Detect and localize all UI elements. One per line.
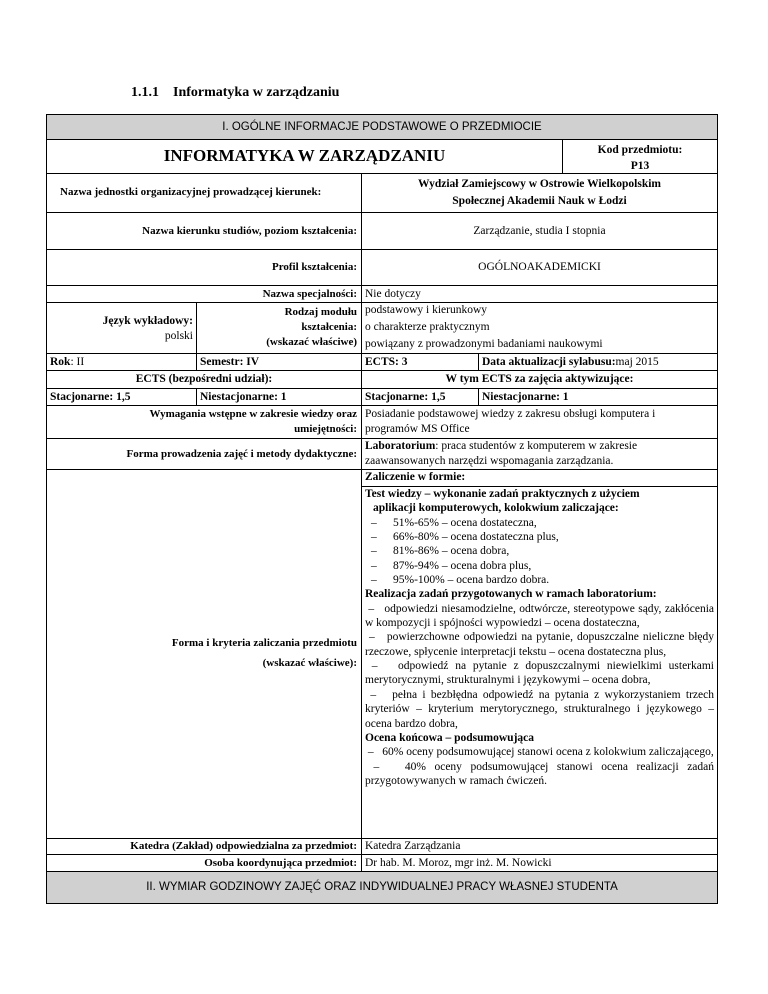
- update-date: Data aktualizacji sylabusu: maj 2015: [482, 355, 659, 368]
- grade-item: – 66%-80% – ocena dostateczna plus,: [371, 531, 559, 544]
- section2-title: II. WYMIAR GODZINOWY ZAJĘĆ ORAZ INDYWIDUALNEJ PRACY WŁASNEJ STUDENTA: [146, 881, 618, 894]
- ects: ECTS: 3: [365, 355, 408, 368]
- lab-item: – pełna i bezbłędna odpowiedź na pytania z wykorzystaniem trzech kryteriów – kryterium merytorycznego, strukturalnego i językowego – ocena bardzo dobra,: [365, 688, 714, 730]
- final-item: – 40% oceny podsumowującej stanowi ocena realizacji zadań przygotowywanych w ramach ćwiczeń.: [365, 760, 715, 787]
- criteria-content: Test wiedzy – wykonanie zadań praktycznych z użyciem aplikacji komputerowych, kolokwium zaliczające: – 51%-65% – ocena dostateczna, – 66%-80% – ocena dostateczna plus, – 81%-86% – ocena dobra, – 87%-94% – ocena dobra plus, – 95%-100% – ocena bardzo dobra. Realizacja zadań przygotowanych w ramach laboratorium: – odpowiedzi niesamodzielne, odtwórcze, stereotypowe sądy, zakłócenia w kompozycji i spójności wypowiedzi – ocena dostateczna, – powierzchowne odpowiedzi na pytanie, dopuszczalne nieliczne błędy rzeczowe, spłycenie interpretacji tekstu – ocena dostateczna plus, – odpowiedź na pytanie z dopuszczalnymi niewielkimi usterkami merytorycznymi, strukturalnymi i językowymi – ocena dobra, – pełna i bezbłędna odpowiedź na pytania z wykorzystaniem trzech kryteriów – kryterium merytorycznego, strukturalnego i językowego – ocena bardzo dobra, Ocena końcowa – podsumowująca – 60% oceny podsumowującej stanowi ocena z kolokwium zaliczającego, – 40% oceny podsumowującej stanowi ocena realizacji zadań przygotowywanych w ramach ćwiczeń.: [365, 488, 715, 787]
- ects-active-label: W tym ECTS za zajęcia aktywizujące:: [445, 373, 634, 386]
- semester: Semestr: IV: [200, 355, 260, 368]
- ects-direct-label: ECTS (bezpośredni udział):: [135, 373, 273, 386]
- year-value: : II: [70, 355, 85, 368]
- final-heading: Ocena końcowa – podsumowująca: [365, 731, 535, 744]
- heading-number: 1.1.1: [131, 85, 159, 100]
- unit-value: Wydział Zamiejscowy w Ostrowie Wielkopolskim Społecznej Akademii Nauk w Łodzi: [418, 178, 661, 207]
- criteria-label: Forma i kryteria zaliczania przedmiotu (wskazać właściwe):: [171, 637, 357, 669]
- dept-label: Katedra (Zakład) odpowiedzialna za przedmiot:: [130, 840, 357, 853]
- specialty-value: Nie dotyczy: [365, 287, 421, 300]
- form-label: Forma prowadzenia zajęć i metody dydaktyczne:: [126, 447, 357, 460]
- course-title: INFORMATYKA W ZARZĄDZANIU: [163, 145, 446, 165]
- section1-title: I. OGÓLNE INFORMACJE PODSTAWOWE O PRZEDMIOCIE: [222, 120, 542, 133]
- field-value: Zarządzanie, studia I stopnia: [473, 224, 606, 237]
- year-cell: [50, 354, 190, 370]
- direct-nonstationary: Niestacjonarne: 1: [200, 390, 287, 403]
- year-label: Rok: [50, 355, 71, 368]
- coord-value: Dr hab. M. Moroz, mgr inż. M. Nowicki: [365, 856, 552, 869]
- profile-label: Profil kształcenia:: [271, 261, 357, 274]
- lab-item: – odpowiedzi niesamodzielne, odtwórcze, stereotypowe sądy, zakłócenia w kompozycji i spójności wypowiedzi – ocena dostateczna,: [365, 602, 715, 630]
- final-item: – 60% oceny podsumowującej stanowi ocena z kolokwium zaliczającego,: [365, 746, 714, 759]
- prereq-value: Posiadanie podstawowej wiedzy z zakresu obsługi komputera i programów MS Office: [365, 408, 656, 435]
- form-value: Laboratorium: praca studentów z komputerem w zakresie zaawansowanych narzędzi wspomagania zarządzania.: [365, 440, 638, 467]
- language-value: polski: [164, 330, 193, 342]
- lab-heading: Realizacja zadań przygotowanych w ramach laboratorium:: [365, 588, 657, 601]
- specialty-label: Nazwa specjalności:: [262, 287, 357, 300]
- grade-item: – 81%-86% – ocena dobra,: [371, 545, 510, 558]
- lab-item: – odpowiedź na pytanie z dopuszczalnymi niewielkimi usterkami merytorycznymi, strukturalnymi i językowymi – ocena dobra,: [365, 660, 714, 687]
- profile-value: OGÓLNOAKADEMICKI: [478, 261, 601, 274]
- lab-item: – powierzchowne odpowiedzi na pytanie, dopuszczalne nieliczne błędy rzeczowe, spłycenie interpretacji tekstu – ocena dostateczna plus,: [365, 631, 715, 658]
- grade-item: – 87%-94% – ocena dobra plus,: [371, 559, 532, 572]
- section1-header: [47, 115, 717, 139]
- module-values: podstawowy i kierunkowy o charakterze praktycznym powiązany z prowadzonymi badaniami naukowymi: [365, 304, 603, 350]
- course-code: P13: [630, 160, 650, 172]
- field-label: Nazwa kierunku studiów, poziom kształcenia:: [142, 224, 357, 237]
- language-label: Język wykładowy:: [102, 315, 193, 327]
- credit-form-label: Zaliczenie w formie:: [365, 470, 466, 483]
- heading-title: Informatyka w zarządzaniu: [173, 85, 340, 100]
- language-cell: [47, 314, 193, 344]
- unit-label: Nazwa jednostki organizacyjnej prowadzącej kierunek:: [60, 185, 322, 198]
- grade-item: – 95%-100% – ocena bardzo dobra.: [371, 574, 550, 587]
- section2-header: [47, 872, 717, 903]
- active-stationary: Stacjonarne: 1,5: [365, 390, 446, 403]
- course-code-cell: [563, 142, 717, 174]
- module-label: Rodzaj modułu kształcenia: (wskazać właściwe): [266, 306, 357, 348]
- coord-label: Osoba koordynująca przedmiot:: [204, 856, 357, 869]
- prereq-label: Wymagania wstępne w zakresie wiedzy oraz umiejętności:: [149, 408, 357, 435]
- grade-item: – 51%-65% – ocena dostateczna,: [371, 516, 537, 529]
- course-code-label: Kod przedmiotu:: [597, 144, 683, 156]
- active-nonstationary: Niestacjonarne: 1: [482, 390, 569, 403]
- section-heading: [131, 85, 339, 101]
- dept-value: Katedra Zarządzania: [365, 840, 461, 853]
- direct-stationary: Stacjonarne: 1,5: [50, 390, 131, 403]
